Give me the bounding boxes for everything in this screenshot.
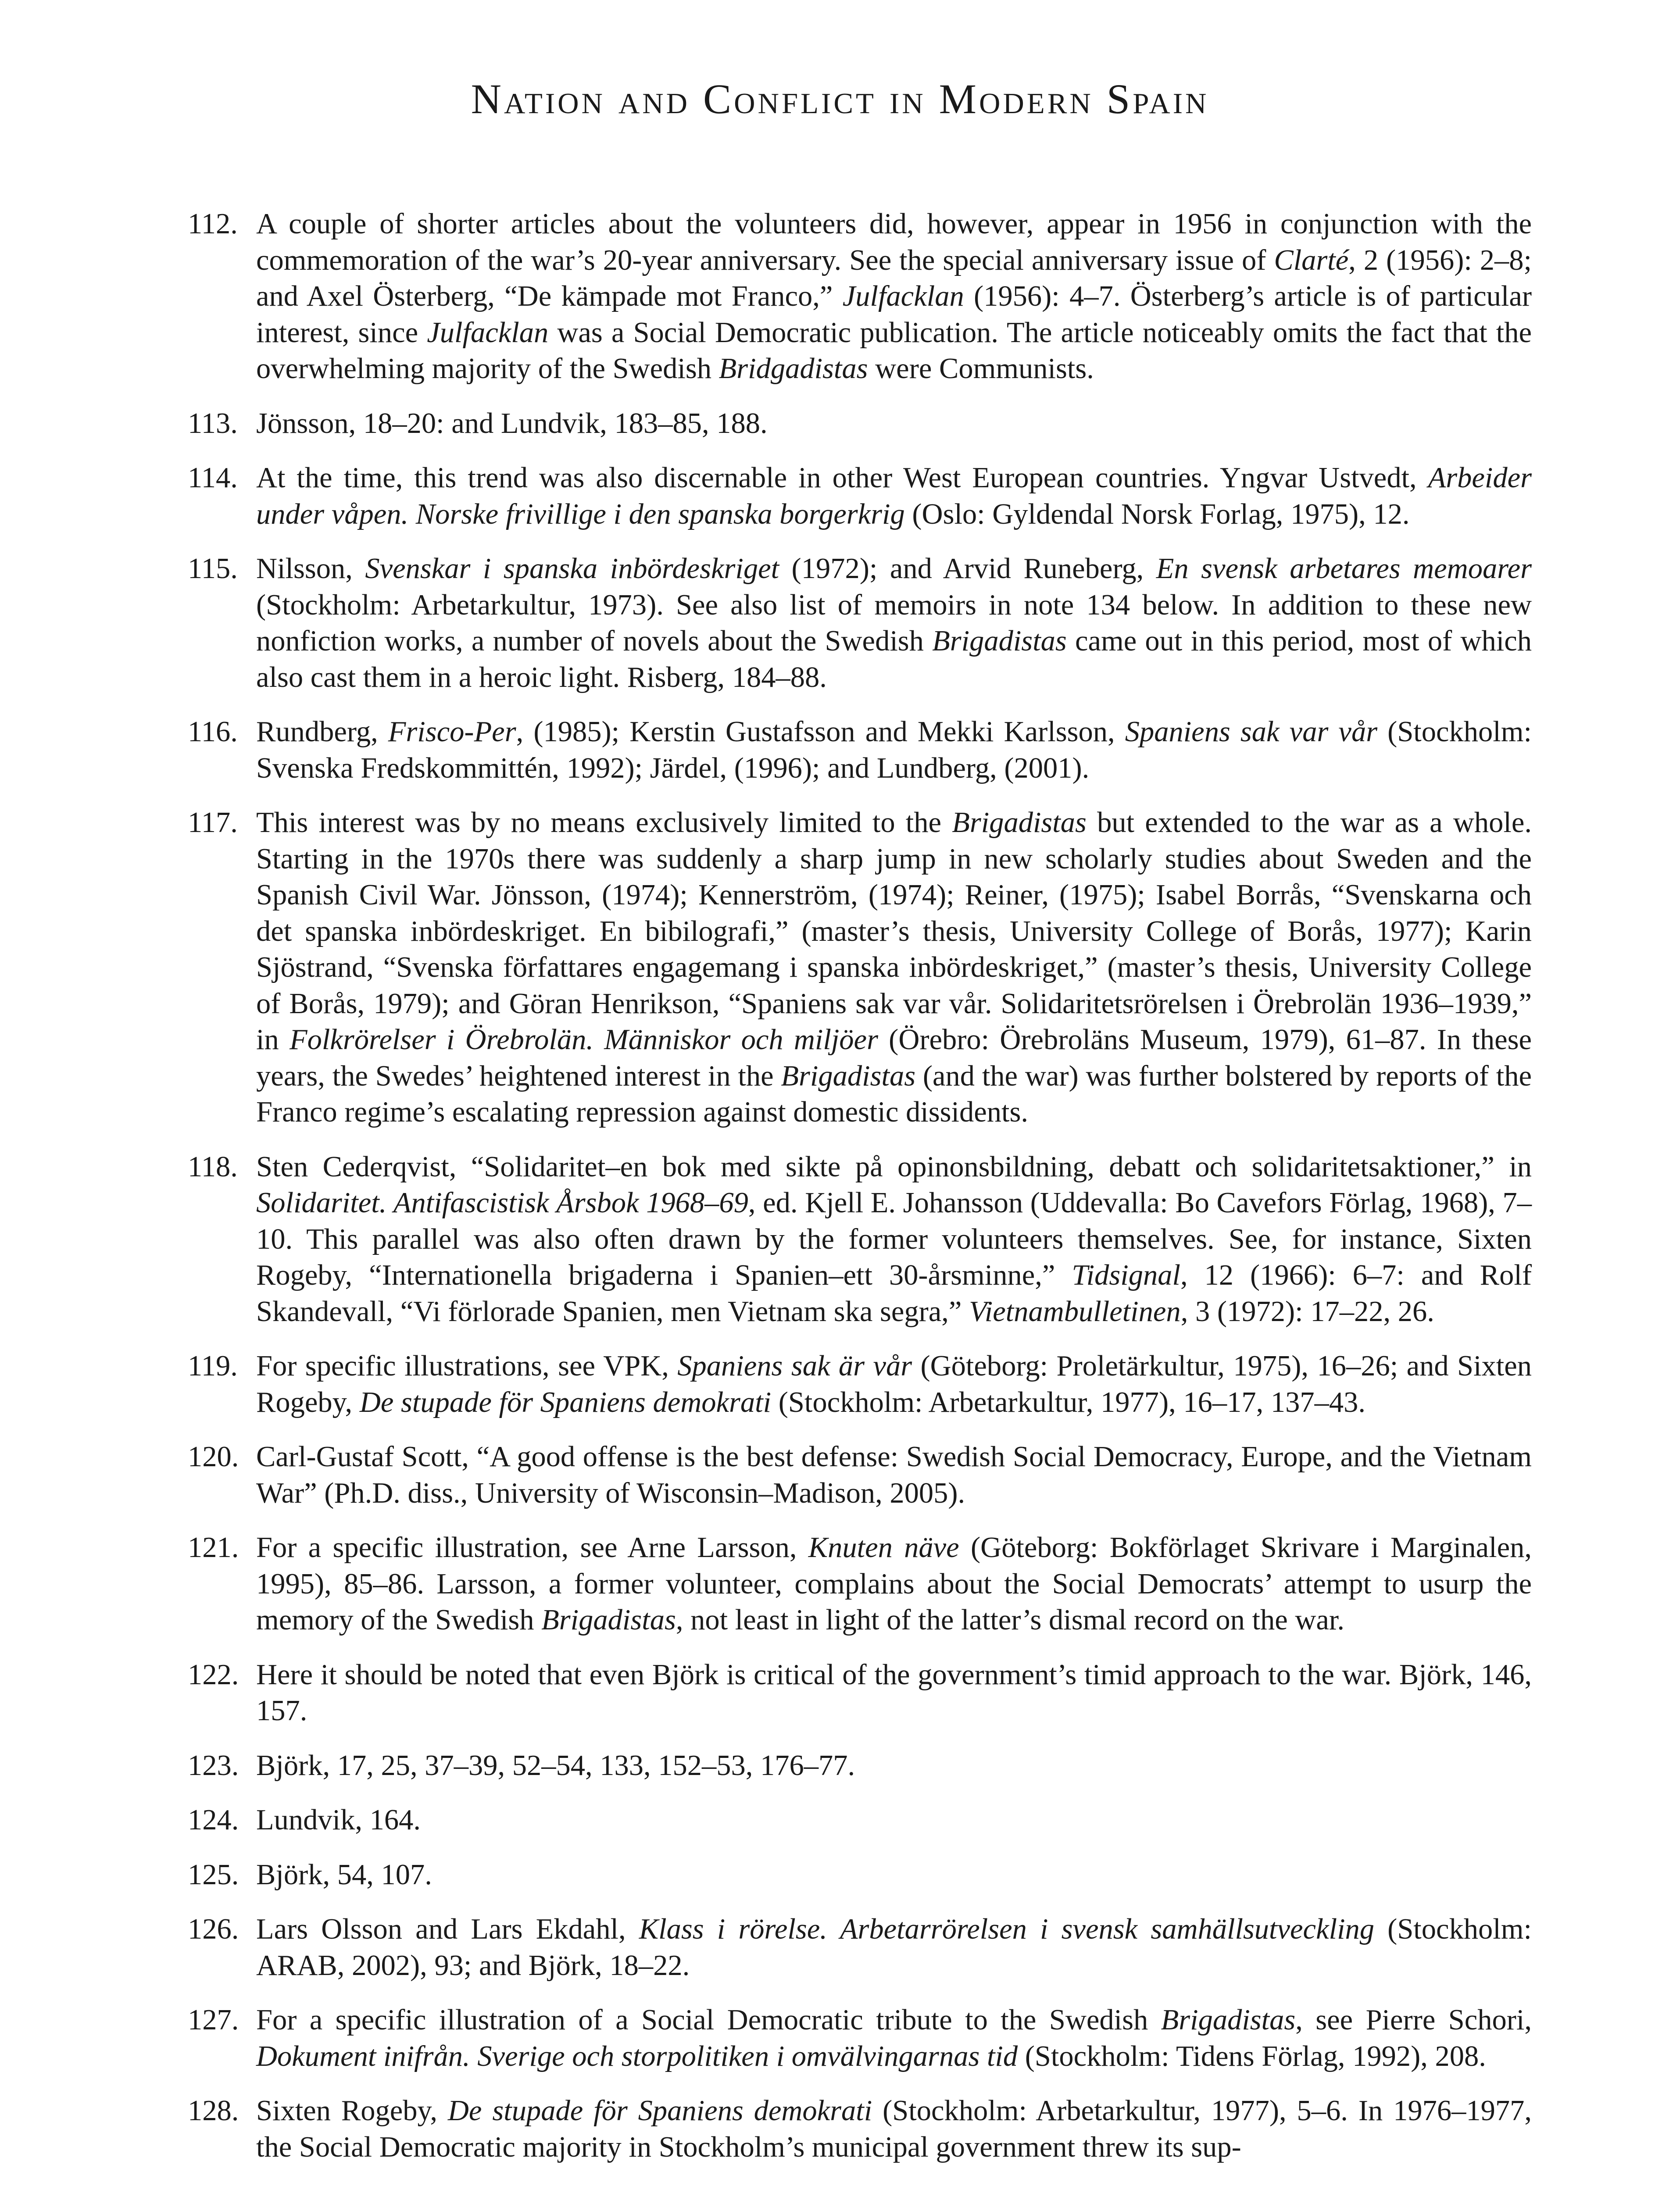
endnote-number: 112.: [188, 208, 238, 240]
italic-title: En svensk arbetares memoarer: [1156, 553, 1532, 585]
text-run: (1956): 4–7. Österberg’s article is of particular interest, since: [256, 280, 1532, 349]
text-run: , 2 (1956): 2–8; and Axel Österberg, “De kämpade mot Franco,”: [256, 244, 1532, 312]
endnote-text: [256, 462, 1532, 530]
endnote-number: 116.: [188, 716, 238, 748]
italic-title: Dokument inifrån. Sverige och storpolitiken i omvälvingarnas tid: [256, 2040, 1018, 2072]
italic-title: Clarté: [1274, 244, 1349, 276]
endnote-text: [256, 553, 1532, 693]
endnote: [189, 1657, 1532, 1729]
text-run: but extended to the war as a whole. Starting in the 1970s there was suddenly a sharp jump in new scholarly studies about Sweden and the Spanish Civil War. Jönsson, (1974); Kennerström, (1974); Reiner, (1975); Isabel Borrås, “Svenskarna och det spanska inbördeskriget. En bibilografi,” (master’s thesis, University College of Borås, 1977); Karin Sjöstrand, “Svenska författares engagemang i spanska inbördeskriget,” (master’s thesis, University College of Borås, 1979); and Göran Henrikson, “Spaniens sak var vår. Solidaritetsrörelsen i Örebrolän 1936–1939,” in: [256, 807, 1532, 1056]
text-run: (Stockholm: Arbetarkultur, 1973). See also list of memoirs in note 134 below. In addition to these new nonfiction works, a number of novels about the Swedish: [256, 589, 1532, 657]
italic-title: Knuten näve: [808, 1532, 959, 1564]
text-run: (1972); and Arvid Runeberg,: [779, 553, 1156, 585]
italic-title: Julfacklan: [427, 316, 549, 349]
text-run: Nilsson,: [256, 553, 365, 585]
endnote-number: 120.: [188, 1441, 239, 1473]
italic-title: Brigadistas: [952, 807, 1087, 839]
text-run: This interest was by no means exclusively limited to the: [256, 807, 952, 839]
endnote-text: [256, 1913, 1532, 1982]
endnote-text: [256, 407, 768, 439]
text-run: Sixten Rogeby,: [256, 2095, 448, 2127]
endnote-number: 117.: [188, 807, 238, 839]
endnote-text: [256, 1750, 855, 1782]
endnote-number: 114.: [188, 462, 238, 494]
italic-title: Arbeider under våpen. Norske frivillige i den spanska borgerkrig: [256, 462, 1532, 530]
endnote-number: 113.: [188, 407, 238, 439]
text-run: , 12 (1966): 6–7: and Rolf Skandevall, “Vi förlorade Spanien, men Vietnam ska segra,”: [256, 1259, 1532, 1328]
endnote: [189, 1857, 1532, 1893]
endnote-text: [256, 1804, 421, 1836]
endnote-number: 118.: [188, 1150, 238, 1183]
endnote-text: [256, 1350, 1532, 1418]
text-run: Björk, 17, 25, 37–39, 52–54, 133, 152–53, 176–77.: [256, 1749, 855, 1782]
endnote-number: 125.: [188, 1858, 239, 1891]
endnote-text: [256, 1532, 1532, 1636]
endnote-number: 126.: [188, 1913, 239, 1945]
text-run: Here it should be noted that even Björk is critical of the government’s timid approach to the war. Björk, 146, 157.: [256, 1658, 1532, 1727]
endnote: [189, 1439, 1532, 1511]
text-run: , ed. Kjell E. Johansson (Uddevalla: Bo Cavefors Förlag, 1968), 7–10. This parallel was also often drawn by the former volunteers themselves. See, for instance, Sixten Rogeby, “Internationella brigaderna i Spanien–ett 30-årsminne,”: [256, 1187, 1532, 1291]
text-run: At the time, this trend was also discernable in other West European countries. Yngvar Ustvedt,: [256, 462, 1428, 494]
endnote-number: 128.: [188, 2095, 239, 2127]
endnote: [189, 406, 1532, 442]
endnote: [189, 551, 1532, 696]
endnote-text: [256, 716, 1532, 784]
text-run: (Göteborg: Proletärkultur, 1975), 16–26; and Sixten Rogeby,: [256, 1350, 1532, 1418]
text-run: (Stockholm: ARAB, 2002), 93; and Björk, 18–22.: [256, 1913, 1532, 1982]
endnote: [189, 206, 1532, 387]
endnote-number: 115.: [188, 553, 238, 585]
italic-title: Tidsignal: [1072, 1259, 1180, 1291]
text-run: Björk, 54, 107.: [256, 1858, 432, 1891]
endnote: [189, 805, 1532, 1131]
italic-title: Julfacklan: [842, 280, 964, 312]
italic-title: Brigadistas: [541, 1604, 676, 1636]
endnote: [189, 1802, 1532, 1839]
italic-title: Klass i rörelse. Arbetarrörelsen i svensk samhällsutveckling: [639, 1913, 1375, 1945]
italic-title: Spaniens sak var vår: [1125, 716, 1378, 748]
text-run: , not least in light of the latter’s dismal record on the war.: [676, 1604, 1345, 1636]
endnote-text: [256, 2004, 1532, 2072]
italic-title: Bridgadistas: [718, 353, 868, 385]
text-run: Lundvik, 164.: [256, 1804, 421, 1836]
endnote-text: [256, 2095, 1532, 2163]
endnote: [189, 460, 1532, 532]
text-run: (Göteborg: Bokförlaget Skrivare i Marginalen, 1995), 85–86. Larsson, a former volunteer, complains about the Social Democrats’ attempt to usurp the memory of the Swedish: [256, 1532, 1532, 1636]
endnote-text: [256, 1441, 1532, 1509]
text-run: (Stockholm: Svenska Fredskommittén, 1992); Järdel, (1996); and Lundberg, (2001).: [256, 716, 1532, 784]
text-run: , (1985); Kerstin Gustafsson and Mekki Karlsson,: [516, 716, 1125, 748]
endnote-number: 124.: [188, 1804, 239, 1836]
text-run: was a Social Democratic publication. The article noticeably omits the fact that the overwhelming majority of the Swedish: [256, 316, 1532, 385]
endnote-number: 123.: [188, 1749, 239, 1782]
text-run: For specific illustrations, see VPK,: [256, 1350, 678, 1382]
endnote-text: [256, 1859, 432, 1891]
text-run: Rundberg,: [256, 716, 388, 748]
endnote: [189, 714, 1532, 786]
text-run: , 3 (1972): 17–22, 26.: [1180, 1295, 1434, 1328]
running-head: Nation and Conflict in Modern Spain: [471, 75, 1209, 122]
italic-title: Vietnambulletinen: [969, 1295, 1181, 1328]
endnote-number: 119.: [188, 1350, 238, 1382]
text-run: (Örebro: Örebroläns Museum, 1979), 61–87. In these years, the Swedes’ heightened interest in the: [256, 1024, 1532, 1092]
italic-title: Brigadistas: [932, 625, 1067, 657]
text-run: A couple of shorter articles about the volunteers did, however, appear in 1956 in conjunction with the commemoration of the war’s 20-year anniversary. See the special anniversary issue of: [256, 208, 1532, 276]
text-run: Carl-Gustaf Scott, “A good offense is the best defense: Swedish Social Democracy, Europe, and the Vietnam War” (Ph.D. diss., University of Wisconsin–Madison, 2005).: [256, 1441, 1532, 1509]
endnote: [189, 1530, 1532, 1639]
endnote: [189, 1911, 1532, 1984]
text-run: , see Pierre Schori,: [1295, 2004, 1532, 2036]
italic-title: Spaniens sak är vår: [677, 1350, 912, 1382]
italic-title: Folkrörelser i Örebrolän. Människor och miljöer: [289, 1024, 878, 1056]
text-run: Sten Cederqvist, “Solidaritet–en bok med sikte på opinonsbildning, debatt och solidaritetsaktioner,” in: [256, 1150, 1532, 1183]
text-run: (Stockholm: Tidens Förlag, 1992), 208.: [1018, 2040, 1486, 2072]
endnote: [189, 1748, 1532, 1784]
endnote-text: [256, 208, 1532, 385]
italic-title: Brigadistas: [1161, 2004, 1296, 2036]
endnote-text: [256, 1151, 1532, 1328]
italic-title: Frisco-Per: [388, 716, 516, 748]
text-run: (Oslo: Gyldendal Norsk Forlag, 1975), 12.: [904, 498, 1410, 530]
text-run: (and the war) was further bolstered by reports of the Franco regime’s escalating repression against domestic dissidents.: [256, 1060, 1532, 1128]
text-run: Lars Olsson and Lars Ekdahl,: [256, 1913, 639, 1945]
text-run: For a specific illustration of a Social Democratic tribute to the Swedish: [256, 2004, 1161, 2036]
endnote-text: [256, 1659, 1532, 1727]
endnote-number: 121.: [188, 1532, 239, 1564]
endnote: [189, 1149, 1532, 1330]
endnote-number: 127.: [188, 2004, 239, 2036]
italic-title: Brigadistas: [781, 1060, 916, 1092]
endnote-text: [256, 807, 1532, 1128]
endnote: [189, 1348, 1532, 1421]
text-run: For a specific illustration, see Arne Larsson,: [256, 1532, 808, 1564]
endnotes-list: [189, 206, 1532, 2165]
endnote: [189, 2093, 1532, 2165]
italic-title: Solidaritet. Antifascistisk Årsbok 1968–69: [256, 1187, 748, 1219]
endnote-number: 122.: [188, 1658, 239, 1691]
italic-title: De stupade för Spaniens demokrati: [447, 2095, 872, 2127]
endnote: [189, 2002, 1532, 2075]
text-run: (Stockholm: Arbetarkultur, 1977), 16–17, 137–43.: [771, 1386, 1365, 1418]
text-run: were Communists.: [868, 353, 1094, 385]
text-run: Jönsson, 18–20: and Lundvik, 183–85, 188.: [256, 407, 768, 439]
italic-title: Svenskar i spanska inbördeskriget: [365, 553, 779, 585]
italic-title: De stupade för Spaniens demokrati: [359, 1386, 772, 1418]
text-run: came out in this period, most of which also cast them in a heroic light. Risberg, 184–88.: [256, 625, 1532, 693]
text-run: (Stockholm: Arbetarkultur, 1977), 5–6. In 1976–1977, the Social Democratic majority in Stockholm’s municipal government threw its sup-: [256, 2095, 1532, 2163]
